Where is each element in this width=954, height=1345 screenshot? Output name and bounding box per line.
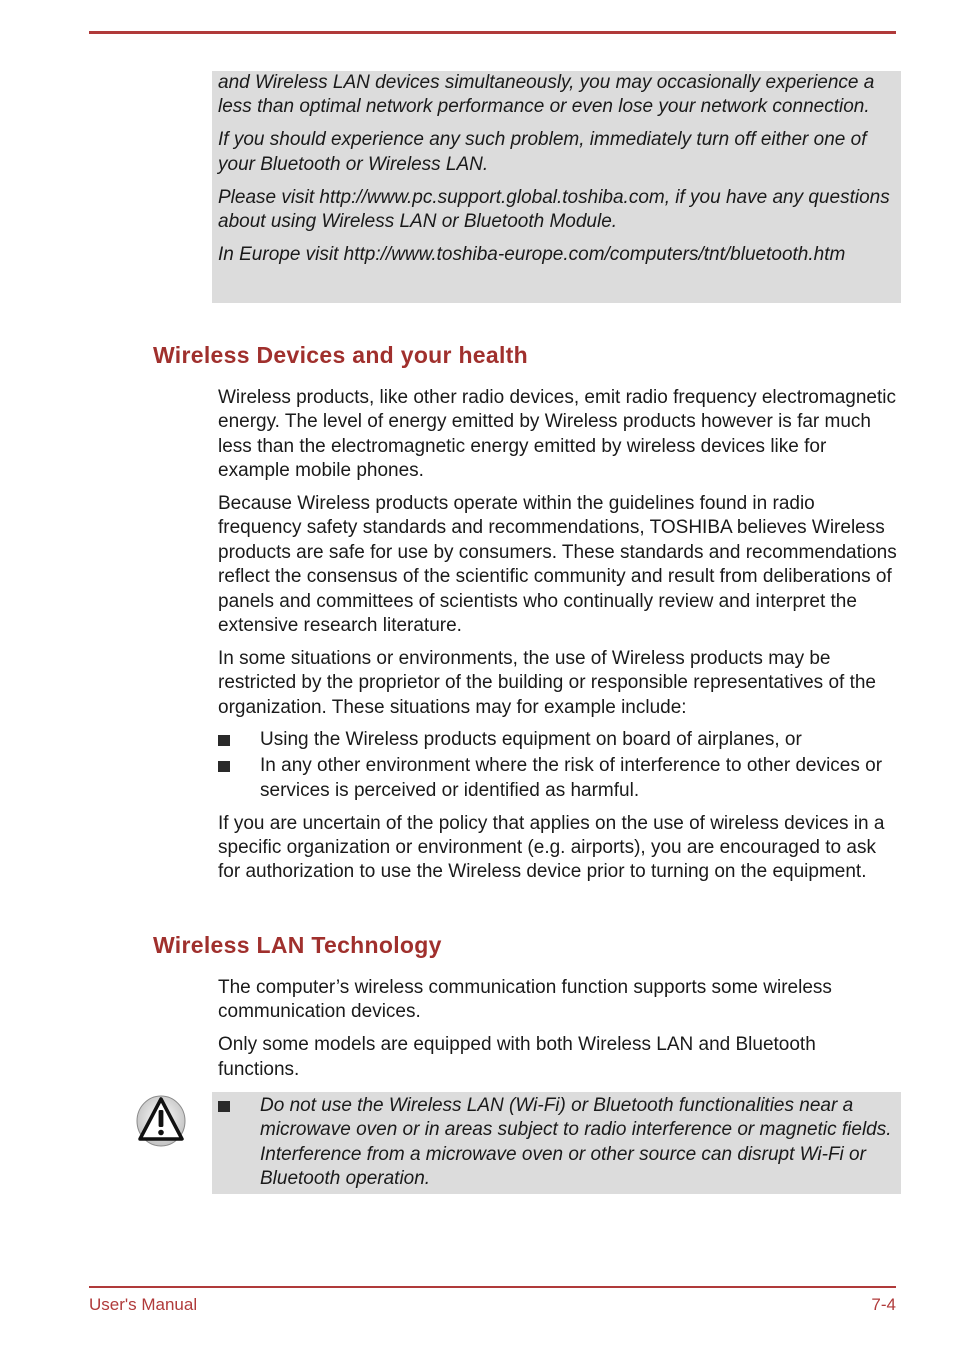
list-item [218, 1094, 897, 1192]
warning-box [212, 1092, 901, 1194]
note-paragraph: Please visit http://www.pc.support.global.toshiba.com, if you have any questions about using Wireless LAN or Bluetooth Module. [218, 186, 890, 233]
body-paragraph: If you are uncertain of the policy that applies on the use of wireless devices in a specific organization or environment (e.g. airports), you are encouraged to ask for authorization to use the Wireless device prior to turning on the equipment. [218, 812, 885, 883]
bullet-list [218, 728, 898, 803]
note-paragraph: In Europe visit http://www.toshiba-europe.com/computers/tnt/bluetooth.htm [218, 243, 846, 265]
section-heading-health: Wireless Devices and your health [153, 342, 528, 368]
note-paragraph: and Wireless LAN devices simultaneously, you may occasionally experience a less than optimal network performance or even lose your network connection. [218, 72, 875, 118]
section-heading-lan: Wireless LAN Technology [153, 932, 442, 958]
body-paragraph: Because Wireless products operate within the guidelines found in radio frequency safety standards and recommendations, TOSHIBA believes Wireless products are safe for use by consumers. These standards and recommendations reflect the consensus of the scientific community and result from deliberations of panels and committees of scientists who continually review and interpret the extensive research literature. [218, 493, 897, 637]
footer-title: User's Manual [89, 1295, 198, 1314]
section-body-lan [218, 976, 898, 1090]
section-body-health [218, 386, 898, 893]
bullet-square-icon [218, 735, 230, 746]
warning-bullet-list [218, 1094, 897, 1192]
bullet-square-icon [218, 1101, 230, 1112]
body-paragraph: In some situations or environments, the use of Wireless products may be restricted by the proprietor of the building or responsible representatives of the organization. These situations may for example include: [218, 647, 876, 718]
body-paragraph: The computer’s wireless communication function supports some wireless communication devices. [218, 977, 832, 1023]
list-item-text: Using the Wireless products equipment on board of airplanes, or [260, 729, 802, 751]
body-paragraph: Only some models are equipped with both Wireless LAN and Bluetooth functions. [218, 1034, 816, 1080]
bullet-square-icon [218, 761, 230, 772]
header-rule [89, 31, 896, 34]
warning-text: Do not use the Wireless LAN (Wi-Fi) or Bluetooth functionalities near a microwave oven or in areas subject to radio interference or magnetic fields. Interference from a microwave oven or other source can disrupt Wi-Fi or Bluetooth operation. [260, 1095, 892, 1190]
warning-triangle-icon [136, 1094, 186, 1148]
list-item-text: In any other environment where the risk of interference to other devices or services is perceived or identified as harmful. [260, 755, 883, 801]
list-item [218, 728, 898, 752]
body-paragraph: Wireless products, like other radio devices, emit radio frequency electromagnetic energy. The level of energy emitted by Wireless products however is far much less than the electromagnetic energy emitted by wireless devices like for example mobile phones. [218, 387, 896, 482]
footer-rule [89, 1286, 896, 1288]
page-number: 7-4 [871, 1295, 896, 1314]
note-box [212, 71, 901, 303]
list-item [218, 754, 898, 803]
note-paragraph: If you should experience any such problem, immediately turn off either one of your Bluetooth or Wireless LAN. [218, 129, 867, 175]
